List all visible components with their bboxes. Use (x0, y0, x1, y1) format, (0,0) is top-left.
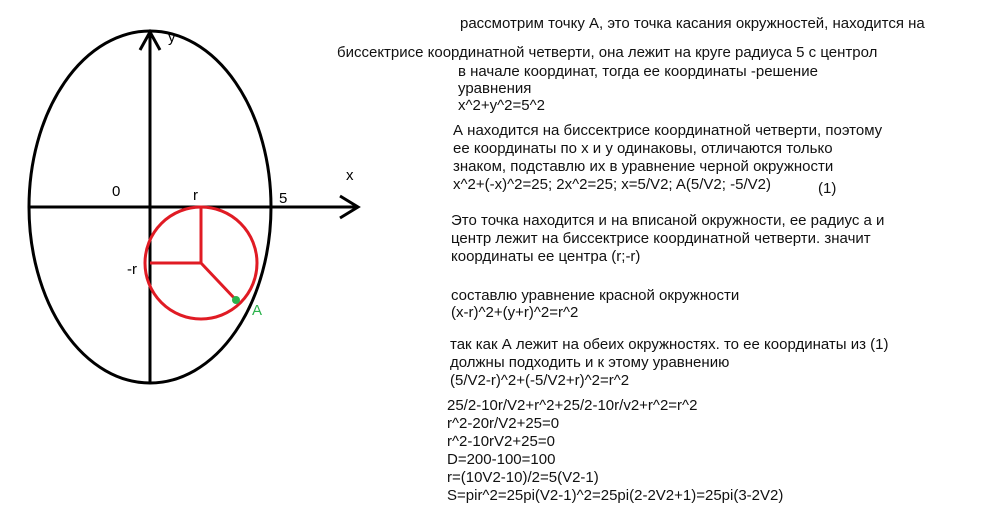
x-axis-label: x (346, 167, 354, 184)
p3-line1: Это точка находится и на вписаной окружности, ее радиус а и (451, 212, 885, 229)
p1-line3: в начале координат, тогда ее координаты -решение (458, 63, 818, 80)
p2-line2: ее координаты по х и у одинаковы, отличаются только (453, 140, 833, 157)
y-axis-label: y (168, 29, 176, 46)
p5-line2: должны подходить и к этому уравнению (450, 354, 730, 371)
p1-line4: уравнения (458, 80, 532, 97)
p1-line2: биссектрисе координатной четверти, она лежит на круге радиуса 5 с центрол (337, 44, 878, 61)
calc-line2: r^2-20r/V2+25=0 (447, 415, 560, 432)
point-a-label: A (252, 302, 263, 319)
calc-line1: 25/2-10r/V2+r^2+25/2-10r/v2+r^2=r^2 (447, 397, 698, 414)
p5-line3: (5/V2-r)^2+(-5/V2+r)^2=r^2 (450, 372, 630, 389)
calc-line4: D=200-100=100 (447, 451, 556, 468)
p1-line5: x^2+y^2=5^2 (458, 97, 546, 114)
p1-line1: рассмотрим точку А, это точка касания окружностей, находится на (460, 15, 925, 32)
p2-tag: (1) (818, 180, 837, 197)
five-label: 5 (279, 190, 288, 207)
p5-line1: так как А лежит на обеих окружностях. то ее координаты из (1) (450, 336, 889, 353)
p2-line4: x^2+(-x)^2=25; 2x^2=25; x=5/V2; A(5/V2; -5/V2) (453, 176, 771, 193)
p2-line1: А находится на биссектрисе координатной четверти, поэтому (453, 122, 883, 139)
origin-label: 0 (112, 183, 121, 200)
calc-line3: r^2-10rV2+25=0 (447, 433, 555, 450)
p2-line3: знаком, подставлю их в уравнение черной окружности (453, 158, 834, 175)
p3-line2: центр лежит на биссектрисе координатной четверти. значит (451, 230, 871, 247)
p3-line3: координаты ее центра (r;-r) (451, 248, 641, 265)
point-a-marker (232, 296, 240, 304)
calc-line5: r=(10V2-10)/2=5(V2-1) (447, 469, 599, 486)
calc-line6: S=pir^2=25pi(V2-1)^2=25pi(2-2V2+1)=25pi(3-2V2) (447, 487, 784, 504)
coordinate-diagram (0, 0, 420, 526)
radius-to-a (201, 263, 236, 300)
p4-line1: составлю уравнение красной окружности (451, 287, 740, 304)
neg-r-label: -r (127, 261, 137, 278)
p4-line2: (x-r)^2+(y+r)^2=r^2 (451, 304, 579, 321)
r-label: r (193, 187, 198, 204)
